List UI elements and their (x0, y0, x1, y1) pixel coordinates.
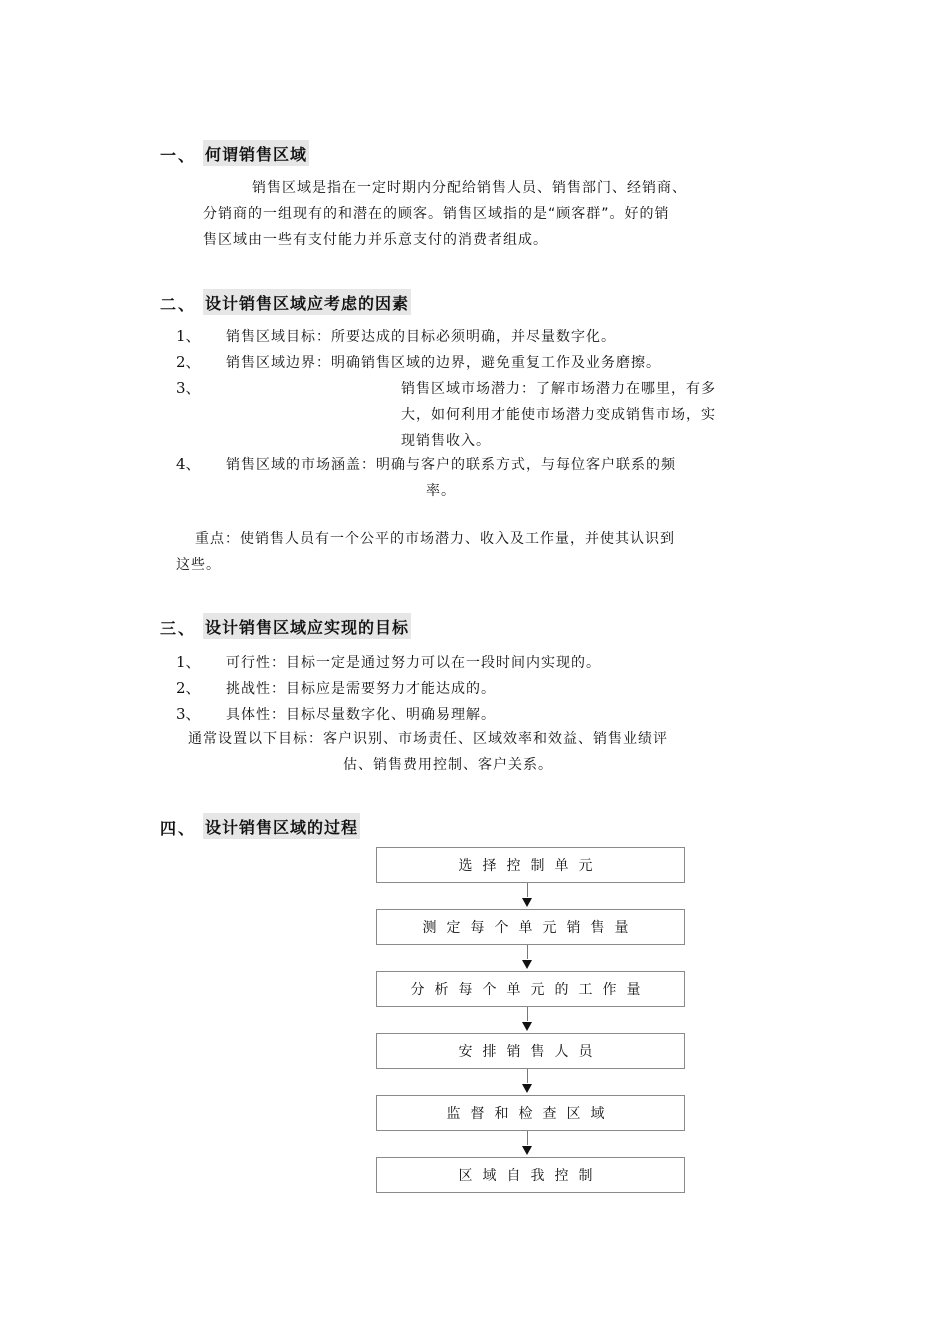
flow-step-2 (376, 909, 685, 945)
list-item-text: 挑战性：目标应是需要努力才能达成的。 (226, 681, 496, 697)
flow-step-6 (376, 1157, 685, 1193)
list-item-number: 4、 (176, 455, 201, 473)
flow-connector (527, 1069, 528, 1083)
list-item-text: 销售区域的市场涵盖：明确与客户的联系方式，与每位客户联系的频 (226, 457, 676, 473)
flow-step-1 (376, 847, 685, 883)
arrow-down-icon (522, 1084, 532, 1093)
section-1-paragraph-line: 销售区域是指在一定时期内分配给销售人员、销售部门、经销商、 (252, 180, 687, 196)
list-item-text: 大，如何利用才能使市场潜力变成销售市场，实 (401, 407, 716, 423)
key-point-line: 这些。 (176, 557, 221, 573)
key-point-line: 重点：使销售人员有一个公平的市场潜力、收入及工作量，并使其认识到 (195, 531, 675, 547)
section-4-number: 四、 (160, 819, 197, 838)
section-3-title: 设计销售区域应实现的目标 (203, 613, 411, 639)
flow-step-label: 安排销售人员 (458, 1044, 603, 1060)
list-item-text: 可行性：目标一定是通过努力可以在一段时间内实现的。 (226, 655, 601, 671)
list-item-text: 销售区域目标：所要达成的目标必须明确，并尽量数字化。 (226, 329, 616, 345)
flow-step-label: 选择控制单元 (458, 858, 603, 874)
list-item-text: 现销售收入。 (401, 433, 491, 449)
arrow-down-icon (522, 898, 532, 907)
flow-step-label: 监督和检查区域 (446, 1106, 615, 1122)
flow-step-label: 分析每个单元的工作量 (410, 982, 651, 998)
list-item-number: 2、 (176, 679, 201, 697)
list-item-text: 销售区域边界：明确销售区域的边界，避免重复工作及业务磨擦。 (226, 355, 661, 371)
section-4-title: 设计销售区域的过程 (203, 813, 360, 839)
flow-step-3 (376, 971, 685, 1007)
goals-note-line: 通常设置以下目标：客户识别、市场责任、区域效率和效益、销售业绩评 (188, 731, 668, 747)
section-1-title: 何谓销售区域 (203, 140, 309, 166)
section-1-number: 一、 (160, 146, 197, 165)
flow-step-5 (376, 1095, 685, 1131)
flow-step-4 (376, 1033, 685, 1069)
list-item-number: 1、 (176, 327, 201, 345)
list-item-text: 率。 (426, 483, 456, 499)
flow-connector (527, 1131, 528, 1145)
section-2-number: 二、 (160, 295, 197, 314)
list-item-text: 销售区域市场潜力：了解市场潜力在哪里，有多 (401, 381, 716, 397)
list-item-text: 具体性：目标尽量数字化、明确易理解。 (226, 707, 496, 723)
flow-connector (527, 945, 528, 959)
goals-note-line: 估、销售费用控制、客户关系。 (343, 757, 553, 773)
list-item-number: 3、 (176, 705, 201, 723)
list-item-number: 2、 (176, 353, 201, 371)
flow-step-label: 测定每个单元销售量 (422, 920, 639, 936)
section-1-paragraph-line: 售区域由一些有支付能力并乐意支付的消费者组成。 (203, 232, 548, 248)
arrow-down-icon (522, 1146, 532, 1155)
flow-step-label: 区域自我控制 (458, 1168, 603, 1184)
section-1-paragraph-line: 分销商的一组现有的和潜在的顾客。销售区域指的是“顾客群”。好的销 (203, 206, 670, 222)
arrow-down-icon (522, 960, 532, 969)
flow-connector (527, 1007, 528, 1021)
list-item-number: 1、 (176, 653, 201, 671)
list-item-number: 3、 (176, 379, 201, 397)
flow-connector (527, 883, 528, 897)
arrow-down-icon (522, 1022, 532, 1031)
section-3-number: 三、 (160, 619, 197, 638)
section-2-title: 设计销售区域应考虑的因素 (203, 289, 411, 315)
